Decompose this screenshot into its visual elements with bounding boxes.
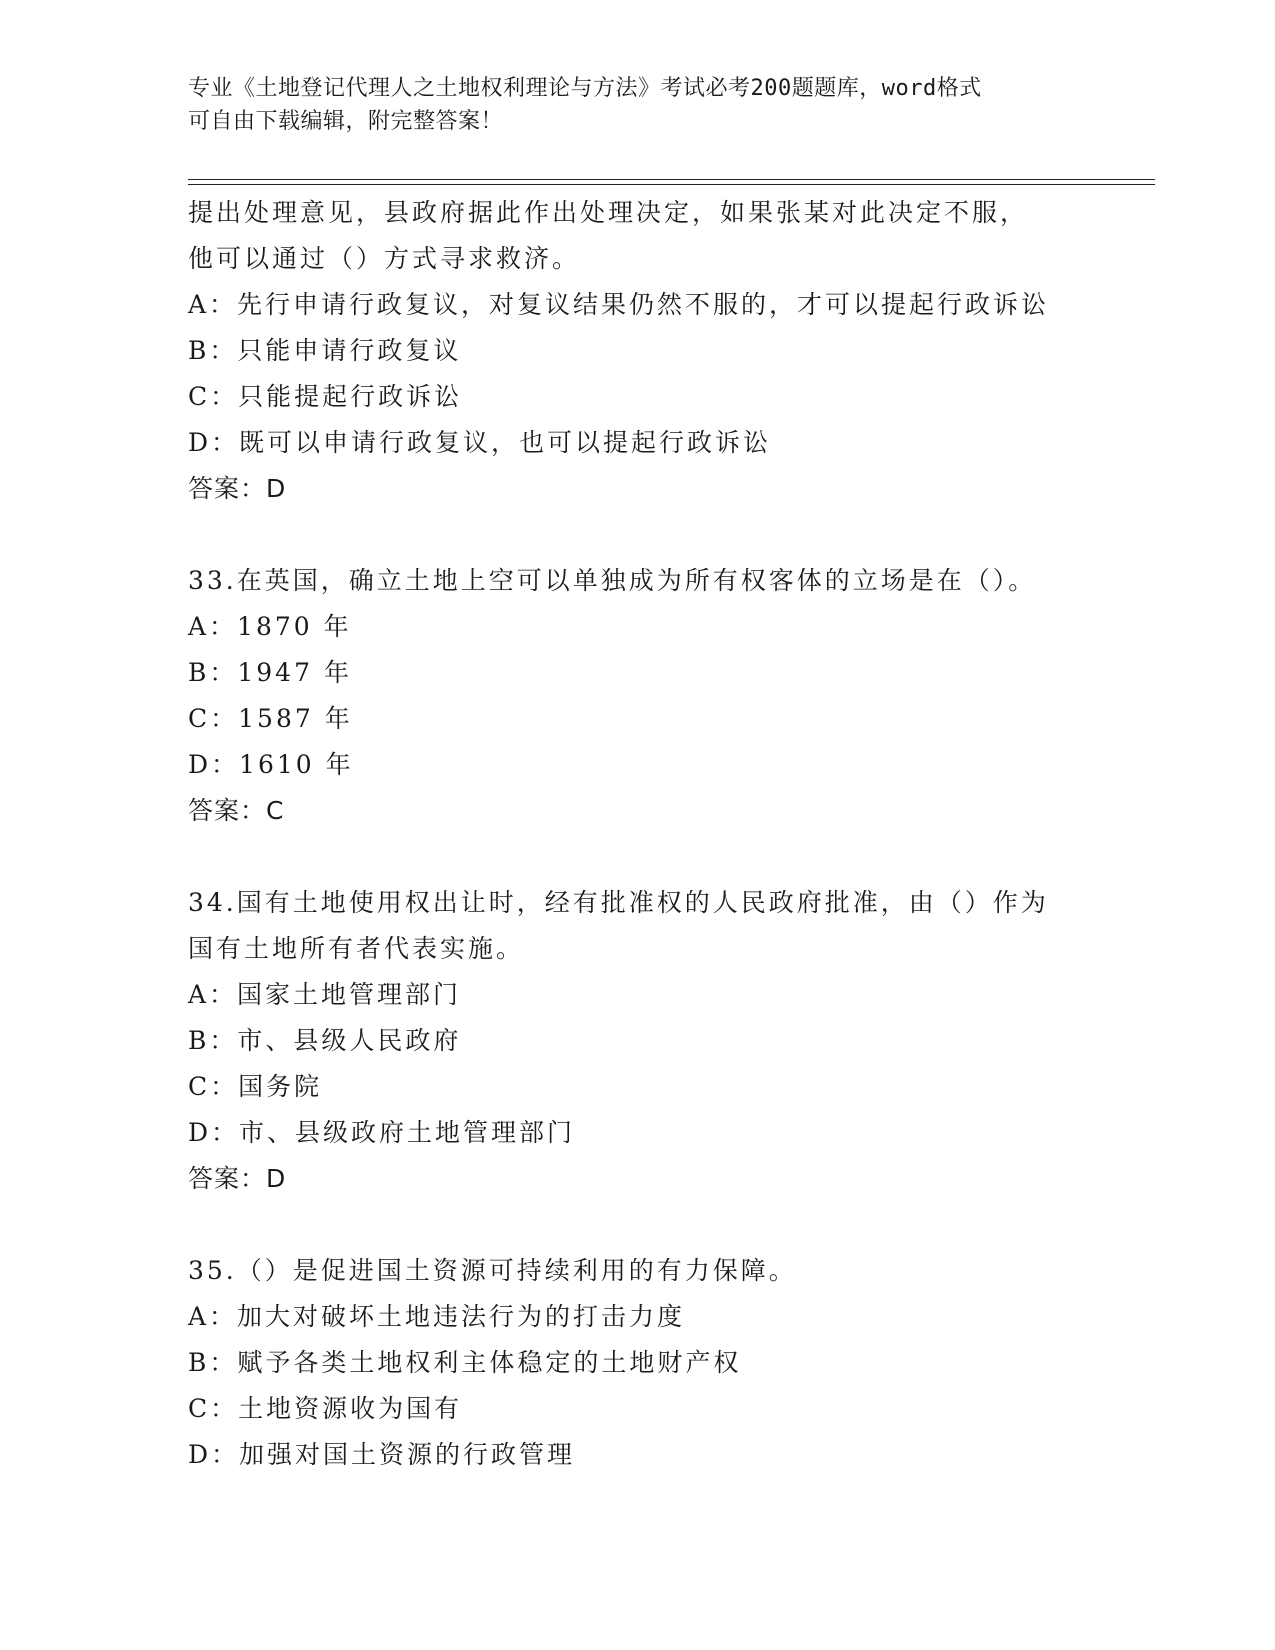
option-c: C：土地资源收为国有: [188, 1394, 463, 1423]
option-b: B：赋予各类土地权利主体稳定的土地财产权: [188, 1348, 742, 1377]
question-stem: 提出处理意见，县政府据此作出处理决定，如果张某对此决定不服，: [188, 198, 1029, 227]
option-c: C：国务院: [188, 1072, 323, 1101]
option-b: B：1947 年: [188, 658, 352, 687]
option-b: B：只能申请行政复议: [188, 336, 462, 365]
option-b: B：市、县级人民政府: [188, 1026, 462, 1055]
question-32-continuation: [188, 190, 1148, 512]
option-a: A：1870 年: [188, 612, 352, 641]
question-stem: 35.（）是促进国土资源可持续利用的有力保障。: [188, 1256, 797, 1285]
option-a: A：加大对破坏土地违法行为的打击力度: [188, 1302, 686, 1331]
header-title-line-2: 可自由下载编辑，附完整答案！: [188, 109, 504, 134]
question-stem: 国有土地所有者代表实施。: [188, 934, 525, 963]
option-a: A：国家土地管理部门: [188, 980, 462, 1009]
answer-label: 答案：D: [188, 1164, 287, 1193]
question-33: [188, 558, 1148, 834]
page-header: [188, 72, 1088, 138]
header-divider-bottom: [188, 184, 1155, 185]
option-d: D：加强对国土资源的行政管理: [188, 1440, 576, 1469]
question-34: [188, 880, 1148, 1202]
option-c: C：1587 年: [188, 704, 353, 733]
question-stem: 他可以通过（）方式寻求救济。: [188, 244, 581, 273]
header-title-line-1: 专业《土地登记代理人之土地权利理论与方法》考试必考200题题库，word格式: [188, 76, 982, 101]
option-c: C：只能提起行政诉讼: [188, 382, 463, 411]
question-35: [188, 1248, 1148, 1478]
option-d: D：1610 年: [188, 750, 354, 779]
question-list: [188, 190, 1148, 1478]
header-divider-top: [188, 179, 1155, 180]
option-d: D：市、县级政府土地管理部门: [188, 1118, 576, 1147]
answer-label: 答案：C: [188, 796, 285, 825]
question-stem: 33.在英国，确立土地上空可以单独成为所有权客体的立场是在（）。: [188, 566, 1037, 595]
option-d: D：既可以申请行政复议，也可以提起行政诉讼: [188, 428, 772, 457]
spacer: [188, 1202, 1148, 1248]
spacer: [188, 512, 1148, 558]
spacer: [188, 834, 1148, 880]
option-a: A：先行申请行政复议，对复议结果仍然不服的，才可以提起行政诉讼: [188, 290, 1050, 319]
answer-label: 答案：D: [188, 474, 287, 503]
question-stem: 34.国有土地使用权出让时，经有批准权的人民政府批准，由（）作为: [188, 888, 1049, 917]
